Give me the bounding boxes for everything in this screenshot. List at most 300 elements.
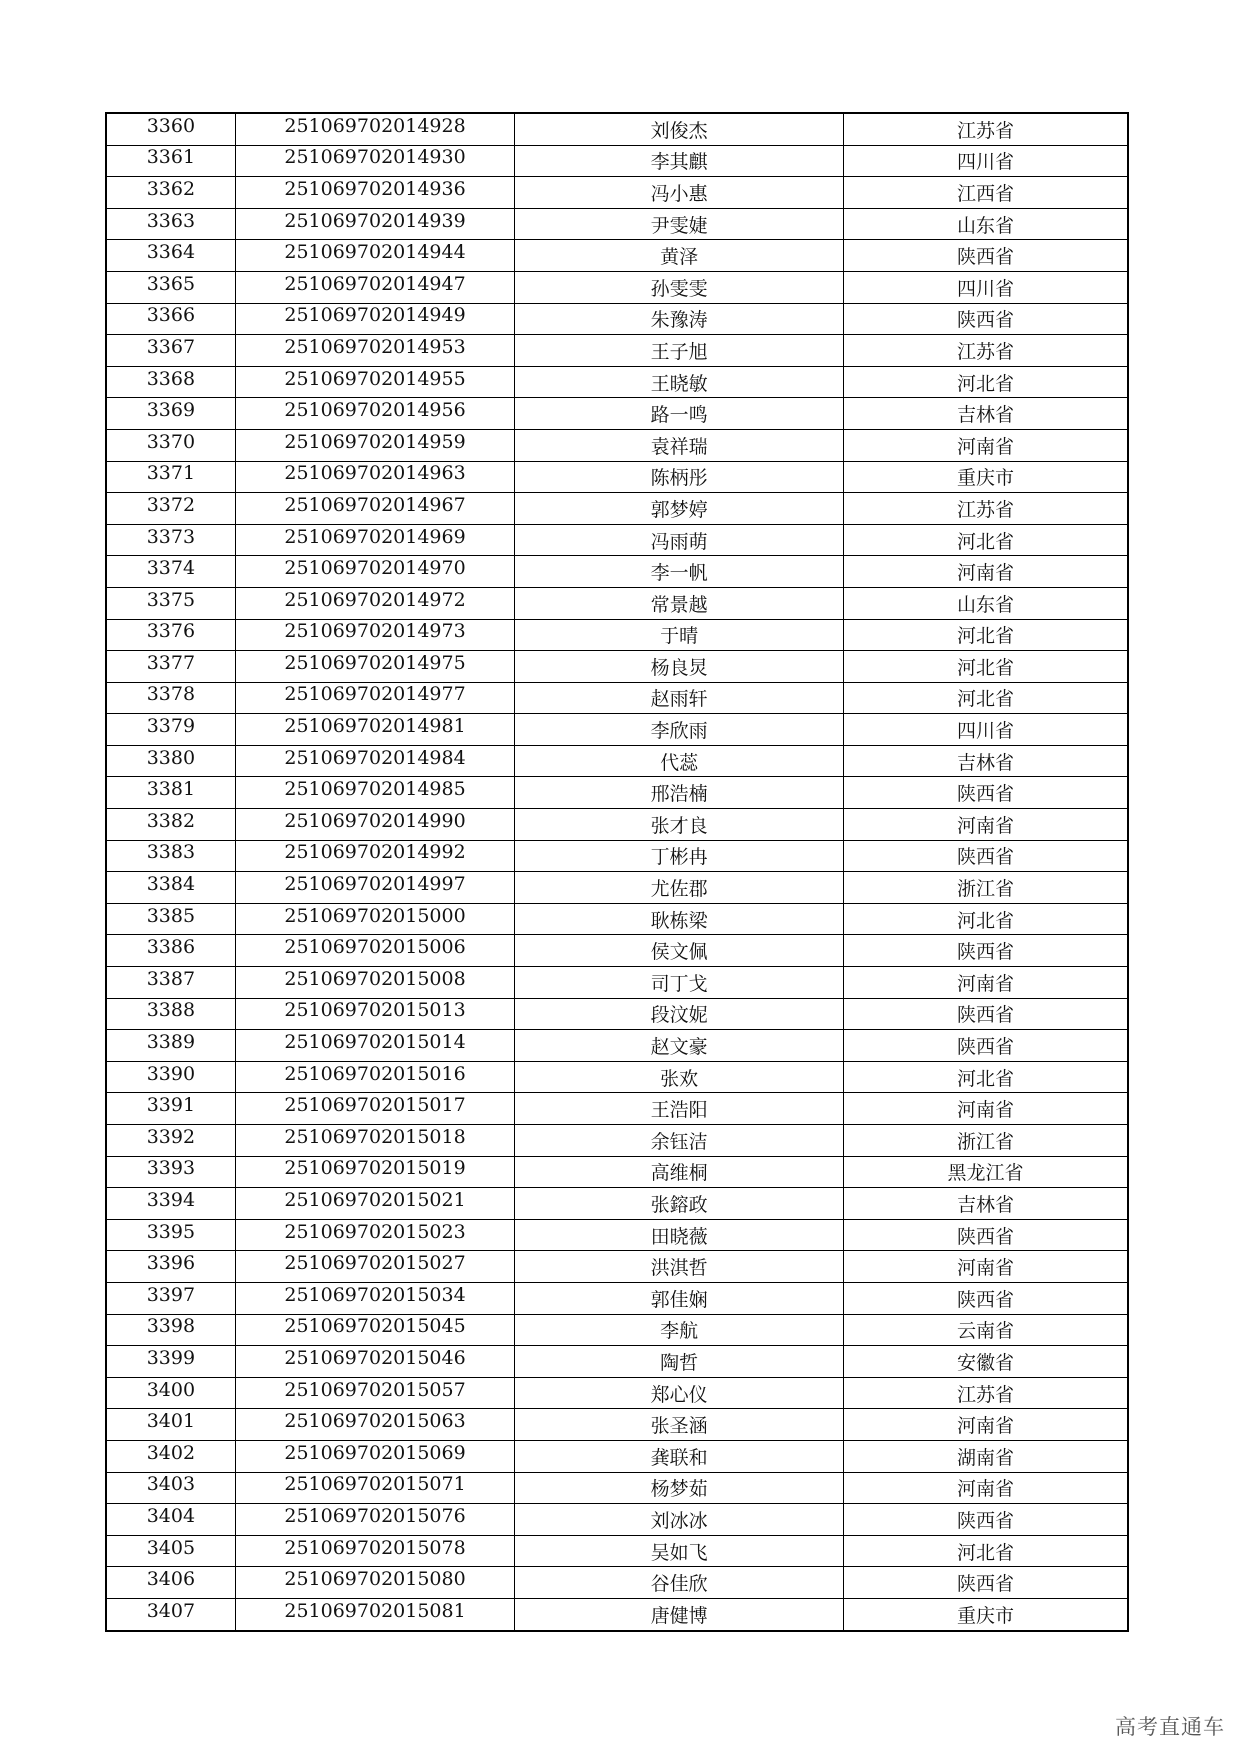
cell-name: 路一鸣 bbox=[650, 404, 708, 427]
cell-id: 251069702014928 bbox=[284, 114, 466, 137]
cell-seq: 3385 bbox=[146, 904, 196, 927]
cell-region: 黑龙江省 bbox=[947, 1162, 1024, 1185]
table-cell bbox=[843, 1030, 1128, 1062]
table-cell bbox=[106, 271, 235, 303]
table-cell bbox=[106, 777, 235, 809]
table-cell bbox=[515, 1251, 844, 1283]
table-cell bbox=[106, 967, 235, 999]
table-cell bbox=[235, 619, 515, 651]
cell-name: 尹雯婕 bbox=[650, 214, 708, 237]
cell-seq: 3373 bbox=[146, 525, 196, 548]
cell-name: 黄泽 bbox=[660, 246, 699, 269]
table-row bbox=[106, 998, 1128, 1030]
table-row bbox=[106, 1156, 1128, 1188]
table-cell bbox=[515, 240, 844, 272]
table-cell bbox=[843, 714, 1128, 746]
cell-name: 耿栋梁 bbox=[650, 909, 708, 932]
table-row bbox=[106, 493, 1128, 525]
cell-seq: 3382 bbox=[146, 809, 196, 832]
table-cell bbox=[843, 935, 1128, 967]
table-cell bbox=[515, 1440, 844, 1472]
table-cell bbox=[515, 1504, 844, 1536]
table-cell bbox=[843, 366, 1128, 398]
table-cell bbox=[843, 429, 1128, 461]
cell-region: 陕西省 bbox=[956, 1509, 1014, 1532]
cell-region: 浙江省 bbox=[956, 878, 1014, 901]
cell-name: 王浩阳 bbox=[650, 1099, 708, 1122]
table-cell bbox=[235, 1504, 515, 1536]
table-cell bbox=[843, 1567, 1128, 1599]
roster-table-body bbox=[106, 113, 1128, 1631]
table-cell bbox=[843, 398, 1128, 430]
cell-region: 陕西省 bbox=[956, 846, 1014, 869]
table-cell bbox=[235, 524, 515, 556]
table-cell bbox=[515, 1219, 844, 1251]
cell-id: 251069702015081 bbox=[284, 1599, 466, 1622]
cell-seq: 3398 bbox=[146, 1315, 196, 1338]
cell-region: 江苏省 bbox=[956, 498, 1014, 521]
table-cell bbox=[515, 1346, 844, 1378]
table-cell bbox=[515, 903, 844, 935]
cell-name: 陶哲 bbox=[660, 1351, 699, 1374]
cell-seq: 3390 bbox=[146, 1062, 196, 1085]
table-row bbox=[106, 1472, 1128, 1504]
table-row bbox=[106, 177, 1128, 209]
cell-name: 李一帆 bbox=[650, 562, 708, 585]
cell-seq: 3365 bbox=[146, 272, 196, 295]
table-cell bbox=[235, 935, 515, 967]
table-cell bbox=[106, 1346, 235, 1378]
table-cell bbox=[235, 1598, 515, 1630]
table-cell bbox=[106, 1598, 235, 1630]
cell-id: 251069702015013 bbox=[284, 999, 466, 1022]
table-cell bbox=[106, 398, 235, 430]
cell-region: 江西省 bbox=[956, 182, 1014, 205]
table-cell bbox=[106, 1409, 235, 1441]
cell-name: 杨良炅 bbox=[650, 656, 708, 679]
table-cell bbox=[843, 903, 1128, 935]
cell-seq: 3399 bbox=[146, 1346, 196, 1369]
table-cell bbox=[235, 303, 515, 335]
table-cell bbox=[843, 335, 1128, 367]
cell-id: 251069702014953 bbox=[284, 335, 466, 358]
cell-seq: 3388 bbox=[146, 999, 196, 1022]
cell-name: 龚联和 bbox=[650, 1446, 708, 1469]
cell-name: 朱豫涛 bbox=[650, 309, 708, 332]
cell-name: 高维桐 bbox=[650, 1162, 708, 1185]
table-cell bbox=[235, 745, 515, 777]
cell-seq: 3378 bbox=[146, 683, 196, 706]
watermark: 高考直通车 bbox=[1115, 1715, 1225, 1739]
table-row bbox=[106, 714, 1128, 746]
cell-id: 251069702015018 bbox=[284, 1125, 466, 1148]
cell-id: 251069702014970 bbox=[284, 557, 466, 580]
table-cell bbox=[235, 1061, 515, 1093]
table-cell bbox=[843, 1282, 1128, 1314]
table-cell bbox=[235, 208, 515, 240]
table-cell bbox=[106, 872, 235, 904]
cell-region: 河北省 bbox=[956, 530, 1014, 553]
cell-name: 吴如飞 bbox=[650, 1541, 708, 1564]
table-cell bbox=[515, 113, 844, 145]
cell-region: 陕西省 bbox=[956, 1573, 1014, 1596]
cell-name: 侯文佩 bbox=[650, 941, 708, 964]
cell-id: 251069702015076 bbox=[284, 1504, 466, 1527]
table-cell bbox=[843, 1125, 1128, 1157]
cell-seq: 3403 bbox=[146, 1473, 196, 1496]
table-cell bbox=[515, 208, 844, 240]
cell-seq: 3376 bbox=[146, 620, 196, 643]
table-cell bbox=[106, 1156, 235, 1188]
table-row bbox=[106, 1598, 1128, 1630]
cell-name: 赵雨轩 bbox=[650, 688, 708, 711]
table-cell bbox=[515, 682, 844, 714]
cell-id: 251069702014949 bbox=[284, 304, 466, 327]
table-row bbox=[106, 1346, 1128, 1378]
cell-seq: 3407 bbox=[146, 1599, 196, 1622]
cell-region: 陕西省 bbox=[956, 1288, 1014, 1311]
table-cell bbox=[515, 366, 844, 398]
table-cell bbox=[515, 398, 844, 430]
table-cell bbox=[235, 1188, 515, 1220]
table-cell bbox=[106, 493, 235, 525]
table-cell bbox=[515, 840, 844, 872]
cell-region: 河南省 bbox=[956, 1478, 1014, 1501]
table-cell bbox=[843, 1535, 1128, 1567]
cell-name: 赵文豪 bbox=[650, 1036, 708, 1059]
table-cell bbox=[106, 1188, 235, 1220]
cell-region: 湖南省 bbox=[956, 1446, 1014, 1469]
table-cell bbox=[106, 619, 235, 651]
table-cell bbox=[106, 1125, 235, 1157]
table-cell bbox=[235, 967, 515, 999]
table-cell bbox=[235, 1377, 515, 1409]
table-row bbox=[106, 1188, 1128, 1220]
table-cell bbox=[235, 1282, 515, 1314]
cell-id: 251069702014969 bbox=[284, 525, 466, 548]
cell-name: 田晓薇 bbox=[650, 1225, 708, 1248]
cell-name: 孙雯雯 bbox=[650, 277, 708, 300]
cell-seq: 3361 bbox=[146, 146, 196, 169]
cell-id: 251069702014963 bbox=[284, 462, 466, 485]
cell-name: 张才良 bbox=[650, 814, 708, 837]
table-row bbox=[106, 1314, 1128, 1346]
cell-region: 河南省 bbox=[956, 435, 1014, 458]
cell-name: 王晓敏 bbox=[650, 372, 708, 395]
table-cell bbox=[235, 872, 515, 904]
table-cell bbox=[235, 809, 515, 841]
cell-region: 陕西省 bbox=[956, 1036, 1014, 1059]
table-cell bbox=[515, 1125, 844, 1157]
table-cell bbox=[106, 1314, 235, 1346]
table-cell bbox=[515, 1156, 844, 1188]
table-row bbox=[106, 619, 1128, 651]
cell-id: 251069702014975 bbox=[284, 651, 466, 674]
cell-id: 251069702015069 bbox=[284, 1441, 466, 1464]
cell-region: 河北省 bbox=[956, 625, 1014, 648]
table-cell bbox=[106, 1093, 235, 1125]
cell-seq: 3392 bbox=[146, 1125, 196, 1148]
cell-region: 陕西省 bbox=[956, 246, 1014, 269]
table-row bbox=[106, 398, 1128, 430]
table-cell bbox=[843, 1156, 1128, 1188]
cell-id: 251069702014947 bbox=[284, 272, 466, 295]
table-cell bbox=[235, 1472, 515, 1504]
table-cell bbox=[515, 145, 844, 177]
cell-region: 浙江省 bbox=[956, 1130, 1014, 1153]
table-row bbox=[106, 145, 1128, 177]
table-cell bbox=[515, 177, 844, 209]
table-cell bbox=[106, 1282, 235, 1314]
cell-region: 河南省 bbox=[956, 1099, 1014, 1122]
table-cell bbox=[843, 1251, 1128, 1283]
table-cell bbox=[106, 113, 235, 145]
table-cell bbox=[235, 398, 515, 430]
table-cell bbox=[843, 271, 1128, 303]
table-cell bbox=[515, 1567, 844, 1599]
cell-name: 李航 bbox=[660, 1320, 699, 1343]
table-cell bbox=[515, 303, 844, 335]
table-cell bbox=[106, 587, 235, 619]
table-cell bbox=[515, 429, 844, 461]
cell-name: 张圣涵 bbox=[650, 1415, 708, 1438]
cell-name: 李欣雨 bbox=[650, 720, 708, 743]
table-cell bbox=[235, 240, 515, 272]
table-row bbox=[106, 1251, 1128, 1283]
cell-seq: 3374 bbox=[146, 557, 196, 580]
cell-region: 吉林省 bbox=[956, 751, 1014, 774]
cell-seq: 3389 bbox=[146, 1031, 196, 1054]
cell-id: 251069702015017 bbox=[284, 1094, 466, 1117]
table-row bbox=[106, 113, 1128, 145]
cell-region: 河北省 bbox=[956, 656, 1014, 679]
table-cell bbox=[843, 1409, 1128, 1441]
cell-seq: 3372 bbox=[146, 493, 196, 516]
cell-seq: 3366 bbox=[146, 304, 196, 327]
table-row bbox=[106, 208, 1128, 240]
table-cell bbox=[106, 1219, 235, 1251]
cell-id: 251069702015045 bbox=[284, 1315, 466, 1338]
cell-region: 陕西省 bbox=[956, 1225, 1014, 1248]
table-row bbox=[106, 903, 1128, 935]
table-row bbox=[106, 556, 1128, 588]
table-cell bbox=[235, 777, 515, 809]
cell-region: 河南省 bbox=[956, 1415, 1014, 1438]
cell-region: 河北省 bbox=[956, 688, 1014, 711]
cell-seq: 3379 bbox=[146, 715, 196, 738]
table-cell bbox=[106, 461, 235, 493]
table-cell bbox=[515, 587, 844, 619]
cell-name: 陈柄彤 bbox=[650, 467, 708, 490]
table-cell bbox=[843, 809, 1128, 841]
cell-seq: 3405 bbox=[146, 1536, 196, 1559]
table-cell bbox=[515, 335, 844, 367]
cell-region: 吉林省 bbox=[956, 404, 1014, 427]
table-row bbox=[106, 967, 1128, 999]
cell-region: 陕西省 bbox=[956, 309, 1014, 332]
table-cell bbox=[515, 493, 844, 525]
cell-id: 251069702015021 bbox=[284, 1188, 466, 1211]
table-row bbox=[106, 1093, 1128, 1125]
cell-seq: 3397 bbox=[146, 1283, 196, 1306]
table-cell bbox=[235, 1156, 515, 1188]
cell-id: 251069702015063 bbox=[284, 1410, 466, 1433]
cell-id: 251069702014930 bbox=[284, 146, 466, 169]
cell-id: 251069702014985 bbox=[284, 778, 466, 801]
table-cell bbox=[843, 745, 1128, 777]
cell-seq: 3368 bbox=[146, 367, 196, 390]
table-cell bbox=[106, 998, 235, 1030]
cell-seq: 3369 bbox=[146, 399, 196, 422]
cell-seq: 3367 bbox=[146, 335, 196, 358]
cell-region: 陕西省 bbox=[956, 783, 1014, 806]
table-row bbox=[106, 1282, 1128, 1314]
cell-id: 251069702015034 bbox=[284, 1283, 466, 1306]
cell-name: 尤佐郡 bbox=[650, 878, 708, 901]
table-row bbox=[106, 1061, 1128, 1093]
cell-seq: 3380 bbox=[146, 746, 196, 769]
table-cell bbox=[515, 271, 844, 303]
table-cell bbox=[235, 271, 515, 303]
cell-name: 谷佳欣 bbox=[650, 1573, 708, 1596]
table-cell bbox=[106, 903, 235, 935]
table-cell bbox=[515, 556, 844, 588]
table-cell bbox=[843, 1346, 1128, 1378]
table-cell bbox=[235, 556, 515, 588]
table-cell bbox=[106, 1504, 235, 1536]
table-cell bbox=[106, 208, 235, 240]
table-cell bbox=[843, 1440, 1128, 1472]
table-row bbox=[106, 1409, 1128, 1441]
table-cell bbox=[843, 240, 1128, 272]
table-row bbox=[106, 651, 1128, 683]
table-cell bbox=[235, 1409, 515, 1441]
table-row bbox=[106, 1219, 1128, 1251]
cell-id: 251069702014956 bbox=[284, 399, 466, 422]
cell-id: 251069702014972 bbox=[284, 588, 466, 611]
cell-id: 251069702014944 bbox=[284, 241, 466, 264]
cell-id: 251069702014977 bbox=[284, 683, 466, 706]
cell-region: 河北省 bbox=[956, 1067, 1014, 1090]
cell-region: 重庆市 bbox=[956, 467, 1014, 490]
cell-name: 司丁戈 bbox=[650, 972, 708, 995]
table-cell bbox=[515, 1093, 844, 1125]
table-cell bbox=[843, 619, 1128, 651]
table-cell bbox=[106, 1030, 235, 1062]
table-cell bbox=[106, 840, 235, 872]
table-cell bbox=[235, 177, 515, 209]
table-cell bbox=[843, 145, 1128, 177]
table-cell bbox=[235, 493, 515, 525]
cell-name: 丁彬冉 bbox=[650, 846, 708, 869]
table-cell bbox=[843, 303, 1128, 335]
table-cell bbox=[515, 1314, 844, 1346]
cell-seq: 3393 bbox=[146, 1157, 196, 1180]
table-cell bbox=[106, 1567, 235, 1599]
table-cell bbox=[515, 745, 844, 777]
cell-region: 河南省 bbox=[956, 972, 1014, 995]
cell-id: 251069702014955 bbox=[284, 367, 466, 390]
cell-id: 251069702014967 bbox=[284, 493, 466, 516]
table-cell bbox=[843, 177, 1128, 209]
table-cell bbox=[106, 335, 235, 367]
table-cell bbox=[515, 1030, 844, 1062]
cell-id: 251069702015006 bbox=[284, 936, 466, 959]
cell-region: 江苏省 bbox=[956, 340, 1014, 363]
cell-region: 四川省 bbox=[956, 151, 1014, 174]
cell-id: 251069702014984 bbox=[284, 746, 466, 769]
table-cell bbox=[515, 524, 844, 556]
cell-region: 四川省 bbox=[956, 277, 1014, 300]
table-cell bbox=[235, 461, 515, 493]
table-row bbox=[106, 1377, 1128, 1409]
cell-region: 安徽省 bbox=[956, 1351, 1014, 1374]
table-row bbox=[106, 1535, 1128, 1567]
table-cell bbox=[843, 113, 1128, 145]
table-cell bbox=[106, 556, 235, 588]
table-cell bbox=[515, 998, 844, 1030]
cell-id: 251069702015046 bbox=[284, 1346, 466, 1369]
table-cell bbox=[106, 1377, 235, 1409]
table-cell bbox=[843, 524, 1128, 556]
table-cell bbox=[106, 303, 235, 335]
cell-name: 郭梦婷 bbox=[650, 498, 708, 521]
cell-id: 251069702015016 bbox=[284, 1062, 466, 1085]
table-row bbox=[106, 840, 1128, 872]
table-cell bbox=[106, 366, 235, 398]
table-cell bbox=[843, 1314, 1128, 1346]
table-row bbox=[106, 1030, 1128, 1062]
table-cell bbox=[235, 682, 515, 714]
cell-region: 江苏省 bbox=[956, 1383, 1014, 1406]
cell-id: 251069702015000 bbox=[284, 904, 466, 927]
table-cell bbox=[515, 1282, 844, 1314]
table-cell bbox=[235, 651, 515, 683]
cell-name: 段汶妮 bbox=[650, 1004, 708, 1027]
table-cell bbox=[106, 1440, 235, 1472]
cell-name: 李其麒 bbox=[650, 151, 708, 174]
table-cell bbox=[843, 1472, 1128, 1504]
table-row bbox=[106, 1504, 1128, 1536]
table-cell bbox=[843, 1093, 1128, 1125]
table-cell bbox=[235, 1030, 515, 1062]
table-cell bbox=[235, 1567, 515, 1599]
table-cell bbox=[515, 619, 844, 651]
cell-name: 于晴 bbox=[660, 625, 699, 648]
table-cell bbox=[106, 524, 235, 556]
table-row bbox=[106, 777, 1128, 809]
cell-seq: 3391 bbox=[146, 1094, 196, 1117]
cell-seq: 3370 bbox=[146, 430, 196, 453]
table-cell bbox=[843, 461, 1128, 493]
cell-name: 余钰洁 bbox=[650, 1130, 708, 1153]
cell-id: 251069702015019 bbox=[284, 1157, 466, 1180]
cell-region: 河北省 bbox=[956, 909, 1014, 932]
cell-name: 冯小惠 bbox=[650, 182, 708, 205]
table-cell bbox=[515, 809, 844, 841]
table-cell bbox=[235, 998, 515, 1030]
table-cell bbox=[106, 145, 235, 177]
table-cell bbox=[235, 714, 515, 746]
table-cell bbox=[106, 682, 235, 714]
table-cell bbox=[515, 461, 844, 493]
cell-region: 重庆市 bbox=[956, 1604, 1014, 1627]
cell-seq: 3395 bbox=[146, 1220, 196, 1243]
cell-id: 251069702014997 bbox=[284, 873, 466, 896]
cell-seq: 3402 bbox=[146, 1441, 196, 1464]
table-row bbox=[106, 335, 1128, 367]
cell-id: 251069702014992 bbox=[284, 841, 466, 864]
